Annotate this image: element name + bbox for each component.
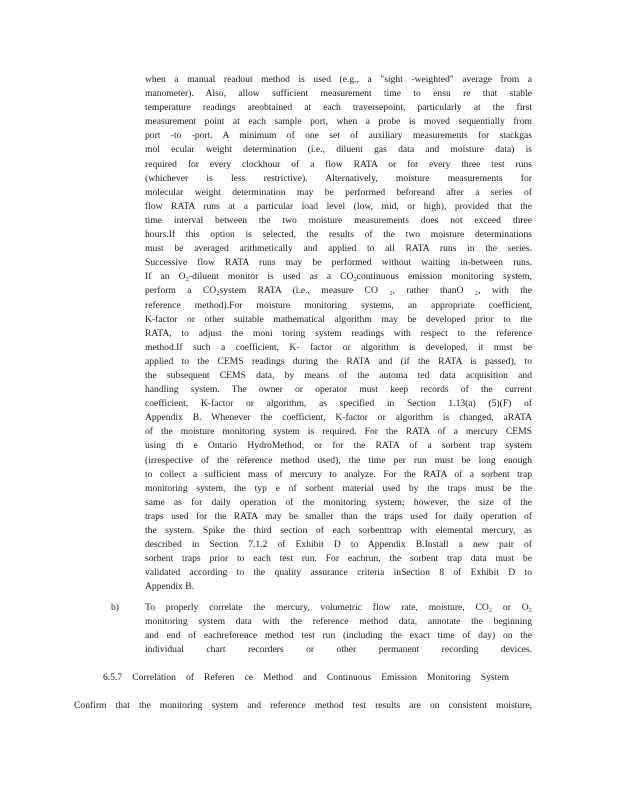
text-line: (whichever is less restrictive). Alternatively, moisture measurements for [145,172,532,184]
text-line: measurement point at each sample port, when a probe is moved sequentially from [145,116,532,128]
text-line: molecular weight determination may be performed beforeand after a series of [145,186,532,198]
text-line: time interval between the two moisture measurements does not exceed three [145,214,532,226]
text-line: monitoring system, the typ e of sorbent material used by the traps must be the [145,482,532,494]
text-line: sorbent traps prior to each test run. For eachrun, the sorbent trap data must be [145,553,532,565]
text-line: required for every clockhour of a flow RATA or for every three test runs [145,158,532,170]
text-line: handling system. The owner or operator must keep records of the current [145,384,532,396]
text-line: If an O₂-diluent monitor is used as a CO₂continuous emission monitoring system, [145,271,532,283]
text-line: to collect a sufficient mass of mercury to analyze. For the RATA of a sorbent trap [145,468,532,480]
text-line: Appendix B. Whenever the coefficient, K-factor or algorithm is changed, aRATA [145,412,532,424]
text-line: port -to -port. A minimum of one set of auxiliary measurements for stackgas [145,130,532,142]
body-text-line: Confirm that the monitoring system and reference method test results are on consistent moisture, [74,700,532,711]
text-line: when a manual readout method is used (e.g., a "sight -weighted" average from a [145,74,532,85]
text-line: hours.If this option is selected, the results of the two moisture determinations [145,229,532,241]
text-line: Successive flow RATA runs may be performed without waiting in-between runs. [145,257,532,269]
text-line: traps used for the RATA may be smaller than the traps used for daily operation of [145,510,532,522]
text-line: individual chart recorders or other permanent recording devices. [145,644,532,656]
text-line: To properly correlate the mercury, volumetric flow rate, moisture, CO₂ or O₂ [145,602,532,613]
text-line: the subsequent CEMS data, by means of the automa ted data acquisition and [145,369,532,381]
text-line: must be averaged arithmetically and applied to all RATA runs in the series. [145,243,532,255]
text-line: monitoring system data with the reference method data, annotate the beginning [145,616,532,628]
text-line: method.If such a coefficient, K- factor or algorithm is developed, it must be [145,341,532,353]
text-line: the system. Spike the third section of each sorbenttrap with elemental mercury, as [145,525,532,536]
text-line: of the moisture monitoring system is required. For the RATA of a mercury CEMS [145,426,532,438]
text-line: manometer). Also, allow sufficient measurement time to ensu re that stable [145,88,532,100]
text-line: flow RATA runs at a particular load level (low, mid, or high), provided that the [145,200,532,212]
text-line: reference method).For moisture monitoring systems, an appropriate coefficient, [145,299,532,311]
text-line: coefficient, K-factor or algorithm, as specified in Section 1.13(a) (5)(F) of [145,398,532,410]
text-line: same as for daily operation of the monitoring system; however, the size of the [145,496,532,508]
paragraph-b [145,601,532,657]
text-line: RATA, to adjust the moni toring system readings with respect to the reference [145,327,532,339]
text-line: using th e Ontario HydroMethod, or for the RATA of a sorbent trap system [145,440,532,452]
paragraph-a [145,73,532,594]
text-line: (irrespective of the reference method used), the time per run must be long enough [145,454,532,466]
text-line: and end of eachreference method test run (including the exact time of day) on the [145,630,532,642]
section-heading: 6.5.7 Correlation of Referen ce Method and Continuous Emission Monitoring System [103,672,509,683]
text-line: applied to the CEMS readings during the RATA and (if the RATA is passed), to [145,355,532,367]
text-line: Appendix B. [145,581,195,593]
text-line: temperature readings areobtained at each traversepoint, particularly at the first [145,102,532,114]
text-line: validated according to the quality assurance criteria inSection 8 of Exhibit D to [145,567,532,579]
text-line: perform a CO₂system RATA (i.e., measure CO ₂, rather thanO ₂, with the [145,285,532,297]
text-line: described in Section 7.1.2 of Exhibit D to Appendix B.Install a new pair of [145,539,532,551]
text-line: mol ecular weight determination (i.e., diluent gas data and moisture data) is [145,144,532,156]
list-item-label: b) [111,602,119,613]
text-line: K-factor or other suitable mathematical algorithm may be developed prior to the [145,313,532,325]
